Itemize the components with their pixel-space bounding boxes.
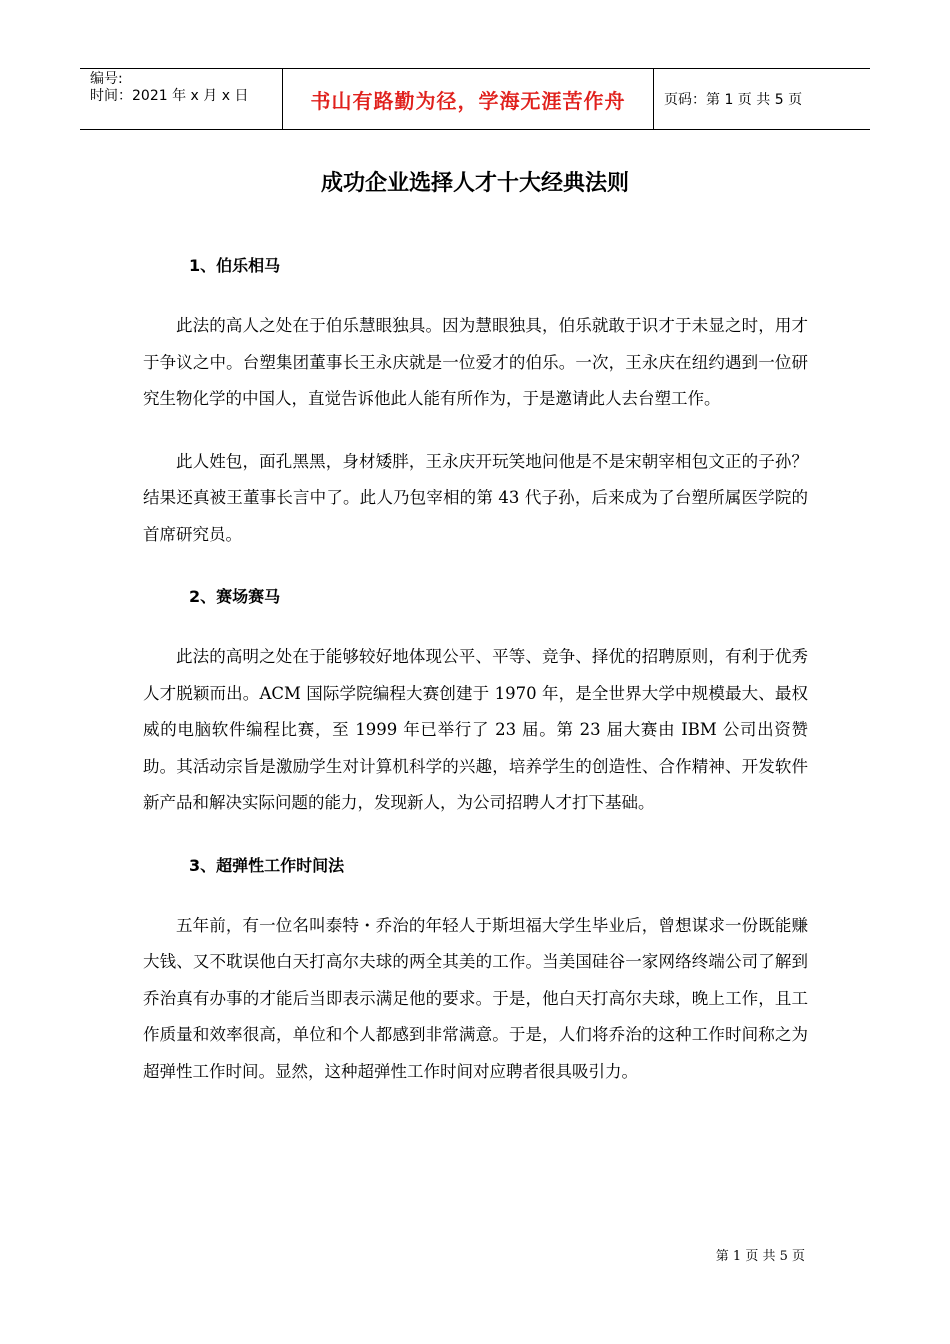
section-heading: 2、赛场赛马 (189, 587, 281, 606)
document-date: 时间：2021 年 x 月 x 日 (90, 88, 249, 104)
page-footer: 第 1 页 共 5 页 (715, 1249, 805, 1264)
section-heading: 1、伯乐相马 (189, 256, 281, 275)
document-title: 成功企业选择人才十大经典法则 (320, 171, 629, 196)
section-heading: 3、超弹性工作时间法 (189, 855, 345, 875)
motto-text: 书山有路勤为径，学海无涯苦作舟 (310, 88, 626, 113)
document-number-label: 编号: (90, 71, 123, 87)
document-body (143, 248, 808, 1116)
page-header (80, 68, 870, 130)
body-paragraph: 此人姓包，面孔黑黑，身材矮胖，王永庆开玩笑地问他是不是宋朝宰相包文正的子孙？结果还真被王董事长言中了。此人乃包宰相的第 43 代子孙，后来成为了台塑所属医学院的首席研究员。 (143, 451, 808, 544)
body-paragraph: 五年前，有一位名叫泰特・乔治的年轻人于斯坦福大学生毕业后，曾想谋求一份既能赚大钱、又不耽误他白天打高尔夫球的两全其美的工作。当美国硅谷一家网络终端公司了解到乔治真有办事的才能后当即表示满足他的要求。于是，他白天打高尔夫球，晚上工作，且工作质量和效率很高，单位和个人都感到非常满意。于是，人们将乔治的这种工作时间称之为超弹性工作时间。显然，这种超弹性工作时间对应聘者很具吸引力。 (143, 915, 808, 1081)
header-page-info: 页码：第 1 页 共 5 页 (664, 92, 803, 108)
header-motto-cell (282, 69, 654, 129)
header-meta (80, 69, 282, 129)
body-paragraph: 此法的高明之处在于能够较好地体现公平、平等、竞争、择优的招聘原则，有利于优秀人才脱颖而出。ACM 国际学院编程大赛创建于 1970 年，是全世界大学中规模最大、最权威的电脑软件编程比赛，至 1999 年已举行了 23 届。第 23 届大赛由 IBM 公司出资赞助。其活动宗旨是激励学生对计算机科学的兴趣，培养学生的创造性、合作精神、开发软件新产品和解决实际问题的能力，发现新人，为公司招聘人才打下基础。 (143, 647, 808, 812)
body-paragraph: 此法的高人之处在于伯乐慧眼独具。因为慧眼独具，伯乐就敢于识才于未显之时，用才于争议之中。台塑集团董事长王永庆就是一位爱才的伯乐。一次，王永庆在纽约遇到一位研究生物化学的中国人，直觉告诉他此人能有所作为，于是邀请此人去台塑工作。 (143, 316, 808, 408)
